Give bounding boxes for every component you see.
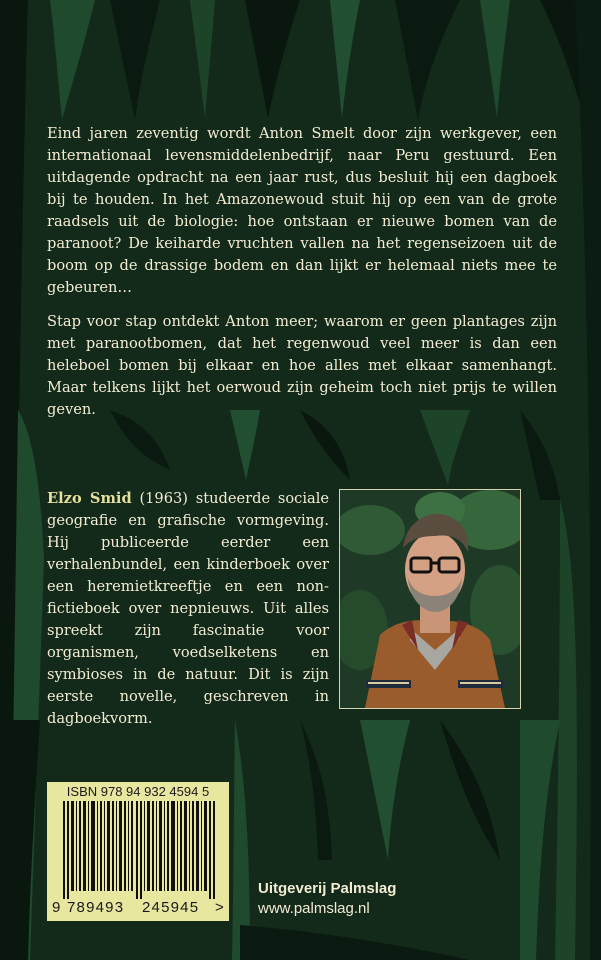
barcode-quiet-zone-mark: > [215,899,224,916]
author-bio-text: (1963) studeerde sociale geografie en grafische vormgeving. Hij publiceerde eerder een verhalenbundel, een kinderboek over een heremietkreeftje en een non-fictieboek over nepnieuws. Uit alles spreekt zijn fascinatie voor organismen, voedselketens en symbioses in de natuur. Dit is zijn eerste novelle, geschreven in dagboekvorm. [47,490,330,727]
isbn-barcode-label [47,782,229,921]
blurb-paragraph-1: Eind jaren zeventig wordt Anton Smelt door zijn werkgever, een internationaal levensmiddelenbedrijf, naar Peru gestuurd. Een uitdagende opdracht na een jaar rust, dus besluit hij een dagboek bij te houden. In het Amazonewoud stuit hij op een van de grote raadsels uit de biologie: hoe ontstaan er nieuwe bomen van de paranoot? De keiharde vruchten vallen na het regenseizoen uit de boom op de drassige bodem en dan lijkt er helemaal niets mee te gebeuren… [47,125,557,296]
blurb-paragraph-2: Stap voor stap ontdekt Anton meer; waarom er geen plantages zijn met paranootbomen, dat het regenwoud veel meer is dan een heleboel bomen bij elkaar en hoe alles met elkaar samenhangt. Maar telkens lijkt het oerwoud zijn geheim toch niet prijs te willen geven. [47,313,557,418]
author-bio [47,488,329,730]
barcode-icon [63,801,215,899]
author-name: Elzo Smid [47,490,132,507]
isbn-number: ISBN 978 94 932 4594 5 [66,784,210,799]
publisher-name: Uitgeverij Palmslag [258,880,397,897]
author-photo [339,489,521,709]
barcode-digits-right: 245945 [142,899,200,916]
barcode-digits-left: 789493 [67,899,125,916]
author-portrait-image [340,490,520,708]
barcode-digit-first: 9 [52,899,61,916]
publisher-website: www.palmslag.nl [258,900,370,917]
